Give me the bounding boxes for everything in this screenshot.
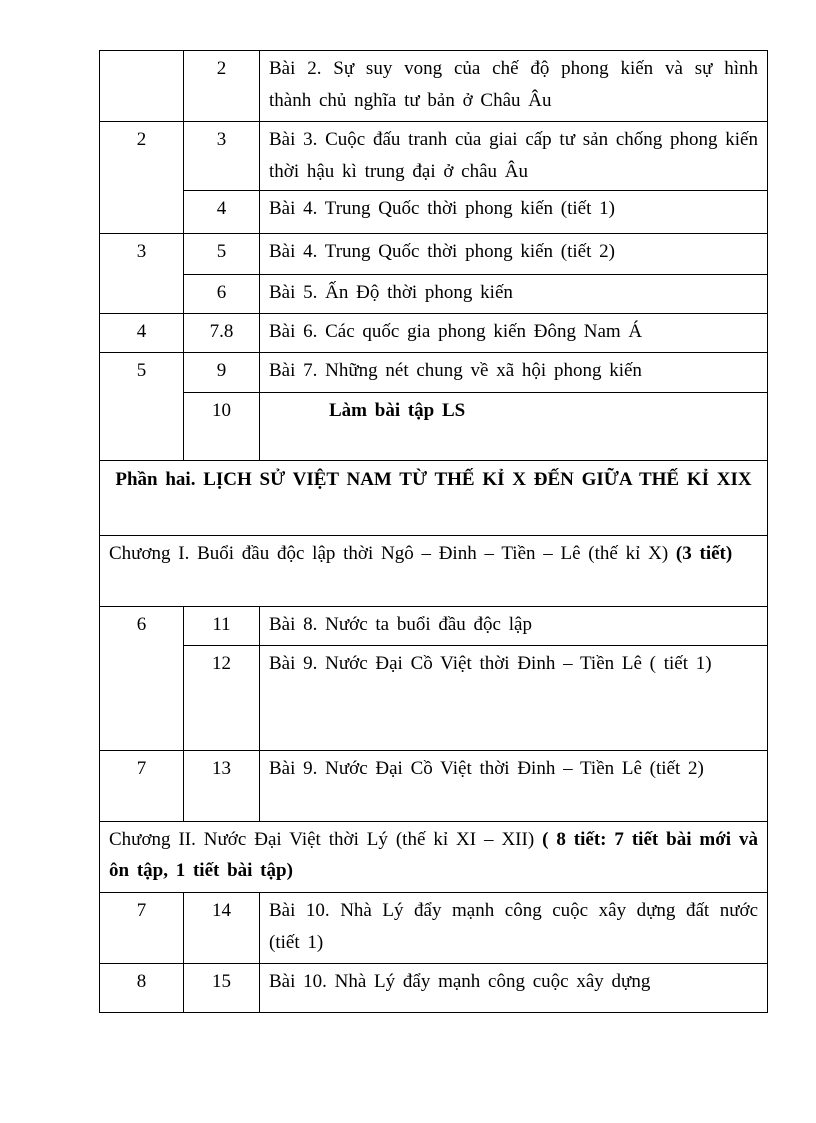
part-heading-row	[100, 461, 768, 536]
chapter-note: ( 8 tiết: 7 tiết bài mới và ôn tập, 1 tiết bài tập)	[109, 829, 758, 881]
table-row	[100, 751, 768, 822]
chapter-two-heading	[100, 822, 768, 893]
table-row	[100, 191, 768, 234]
period-cell: 12	[184, 646, 260, 751]
week-cell: 2	[100, 122, 184, 234]
lesson-cell: Bài 6. Các quốc gia phong kiến Đông Nam Á	[260, 314, 768, 353]
week-cell: 5	[100, 353, 184, 461]
table-row	[100, 893, 768, 964]
lesson-cell: Bài 3. Cuộc đấu tranh của giai cấp tư sản chống phong kiến thời hậu kì trung đại ở châu Âu	[260, 122, 768, 191]
period-cell: 7.8	[184, 314, 260, 353]
lesson-cell: Bài 2. Sự suy vong của chế độ phong kiến và sự hình thành chủ nghĩa tư bản ở Châu Âu	[260, 51, 768, 122]
syllabus-table	[99, 50, 768, 1013]
chapter-note: (3 tiết)	[675, 543, 733, 564]
table-row	[100, 353, 768, 393]
period-cell: 6	[184, 275, 260, 314]
table-row	[100, 646, 768, 751]
lesson-cell: Bài 10. Nhà Lý đẩy mạnh công cuộc xây dựng	[260, 964, 768, 1013]
period-cell: 10	[184, 393, 260, 461]
chapter-one-heading	[100, 536, 768, 607]
table-row	[100, 393, 768, 461]
period-cell: 3	[184, 122, 260, 191]
period-cell: 11	[184, 607, 260, 646]
chapter-title: Chương I. Buổi đầu độc lập thời Ngô – Đinh – Tiền – Lê (thế kỉ X)	[109, 543, 669, 564]
week-cell	[100, 51, 184, 122]
table-row	[100, 275, 768, 314]
lesson-cell: Bài 7. Những nét chung về xã hội phong kiến	[260, 353, 768, 393]
chapter-title: Chương II. Nước Đại Việt thời Lý (thế kỉ XI – XII)	[109, 829, 535, 850]
week-cell: 8	[100, 964, 184, 1013]
part-two-heading: Phần hai. LỊCH SỬ VIỆT NAM TỪ THẾ KỈ X ĐẾN GIỮA THẾ KỈ XIX	[100, 461, 768, 536]
period-cell: 2	[184, 51, 260, 122]
table-row	[100, 51, 768, 122]
lesson-cell: Bài 9. Nước Đại Cồ Việt thời Đinh – Tiền Lê (tiết 2)	[260, 751, 768, 822]
period-cell: 5	[184, 234, 260, 275]
week-cell: 7	[100, 751, 184, 822]
period-cell: 13	[184, 751, 260, 822]
lesson-cell	[260, 393, 768, 461]
exercise-label: Làm bài tập LS	[329, 400, 466, 421]
period-cell: 15	[184, 964, 260, 1013]
period-cell: 9	[184, 353, 260, 393]
week-cell: 3	[100, 234, 184, 314]
lesson-cell: Bài 4. Trung Quốc thời phong kiến (tiết 1)	[260, 191, 768, 234]
chapter-row	[100, 822, 768, 893]
lesson-cell: Bài 5. Ấn Độ thời phong kiến	[260, 275, 768, 314]
lesson-cell: Bài 4. Trung Quốc thời phong kiến (tiết 2)	[260, 234, 768, 275]
lesson-cell: Bài 8. Nước ta buổi đầu độc lập	[260, 607, 768, 646]
period-cell: 14	[184, 893, 260, 964]
period-cell: 4	[184, 191, 260, 234]
table-row	[100, 122, 768, 191]
chapter-row	[100, 536, 768, 607]
lesson-cell: Bài 9. Nước Đại Cồ Việt thời Đinh – Tiền Lê ( tiết 1)	[260, 646, 768, 751]
table-row	[100, 607, 768, 646]
table-row	[100, 234, 768, 275]
table-row	[100, 314, 768, 353]
week-cell: 6	[100, 607, 184, 751]
lesson-cell: Bài 10. Nhà Lý đẩy mạnh công cuộc xây dựng đất nước (tiết 1)	[260, 893, 768, 964]
week-cell: 4	[100, 314, 184, 353]
table-row	[100, 964, 768, 1013]
week-cell: 7	[100, 893, 184, 964]
